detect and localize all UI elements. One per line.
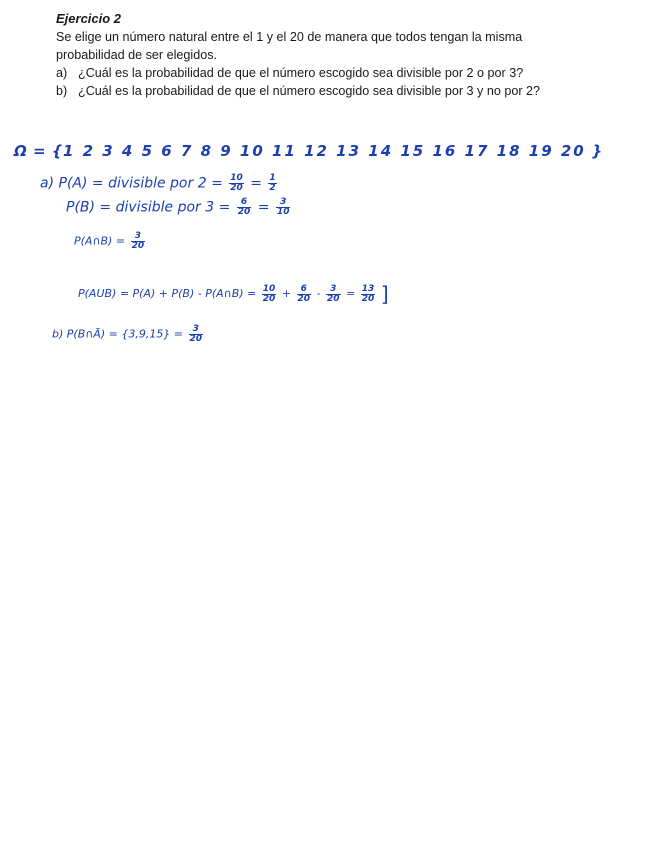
union-fraction-1 <box>262 285 277 304</box>
pB-equals: = <box>257 199 270 216</box>
statement-line-1: Se elige un número natural entre el 1 y el 20 de manera que todos tengan la misma <box>56 30 523 44</box>
union-f1-num: 10 <box>262 283 276 294</box>
part-b-text: P(B∩Ā) = {3,9,15} = <box>66 327 184 341</box>
union-res-den: 20 <box>361 293 375 304</box>
part-b-line <box>52 325 205 344</box>
pA-fraction-2 <box>268 174 276 193</box>
pB-frac2-den: 10 <box>276 207 290 217</box>
pB-frac1-den: 20 <box>237 207 251 217</box>
part-b-den: 20 <box>189 334 203 344</box>
sample-space-suffix: } <box>591 142 603 160</box>
union-f3-num: 3 <box>326 285 341 295</box>
union-f3-den: 20 <box>327 293 340 304</box>
union-minus: - <box>316 287 321 300</box>
pB-frac2-num: 3 <box>276 198 291 208</box>
union-equals: = <box>346 287 356 300</box>
union-plus: + <box>281 287 292 300</box>
part-b-num: 3 <box>189 325 204 335</box>
union-line <box>78 282 389 306</box>
union-fraction-2 <box>297 285 312 304</box>
pA-text: P(A) = divisible por 2 = <box>58 175 223 192</box>
union-bracket: ] <box>380 282 389 306</box>
pB-fraction-1 <box>237 198 252 217</box>
union-result <box>361 285 376 304</box>
statement-line-2: probabilidad de ser elegidos. <box>56 48 218 62</box>
sample-space-elements: 1 2 3 4 5 6 7 8 9 10 11 12 13 14 15 16 17 18 19 20 <box>62 142 586 160</box>
pA-frac1-num: 10 <box>230 173 243 183</box>
pB-line <box>66 198 292 217</box>
question-a-label: a) <box>56 66 68 80</box>
pAB-num: 3 <box>131 232 146 242</box>
union-f2-num: 6 <box>297 285 312 295</box>
pA-frac1-den: 20 <box>230 183 243 193</box>
question-b-label: b) <box>56 84 68 98</box>
pA-frac2-den: 2 <box>269 183 276 193</box>
pAB-den: 20 <box>131 241 145 251</box>
union-f1-den: 20 <box>262 293 276 304</box>
question-a <box>56 64 636 82</box>
pA-frac2-num: 1 <box>269 173 276 183</box>
question-b <box>56 82 636 100</box>
pB-frac1-num: 6 <box>237 198 252 208</box>
question-b-text: ¿Cuál es la probabilidad de que el número escogido sea divisible por 3 y no por 2? <box>78 84 541 98</box>
part-b-fraction <box>189 325 204 344</box>
pB-text: P(B) = divisible por 3 = <box>66 199 231 216</box>
pA-fraction-1 <box>229 174 244 193</box>
union-f2-den: 20 <box>297 293 311 304</box>
sample-space-prefix: Ω = { <box>14 142 63 160</box>
question-a-text: ¿Cuál es la probabilidad de que el número escogido sea divisible por 2 o por 3? <box>78 66 524 80</box>
exercise-statement <box>56 10 636 100</box>
pB-fraction-2 <box>276 198 291 217</box>
pAB-line <box>74 232 147 251</box>
pA-equals: = <box>250 175 262 192</box>
union-text: P(AUB) = P(A) + P(B) - P(A∩B) = <box>78 287 257 300</box>
pA-line <box>40 174 279 193</box>
part-a-label: a) <box>40 175 55 192</box>
union-fraction-3 <box>326 285 341 304</box>
exercise-title: Ejercicio 2 <box>56 11 122 26</box>
union-res-num: 13 <box>361 283 375 294</box>
sample-space <box>14 142 603 160</box>
pAB-fraction <box>131 232 146 251</box>
pAB-text: P(A∩B) = <box>74 234 126 248</box>
part-b-label: b) <box>52 327 64 341</box>
